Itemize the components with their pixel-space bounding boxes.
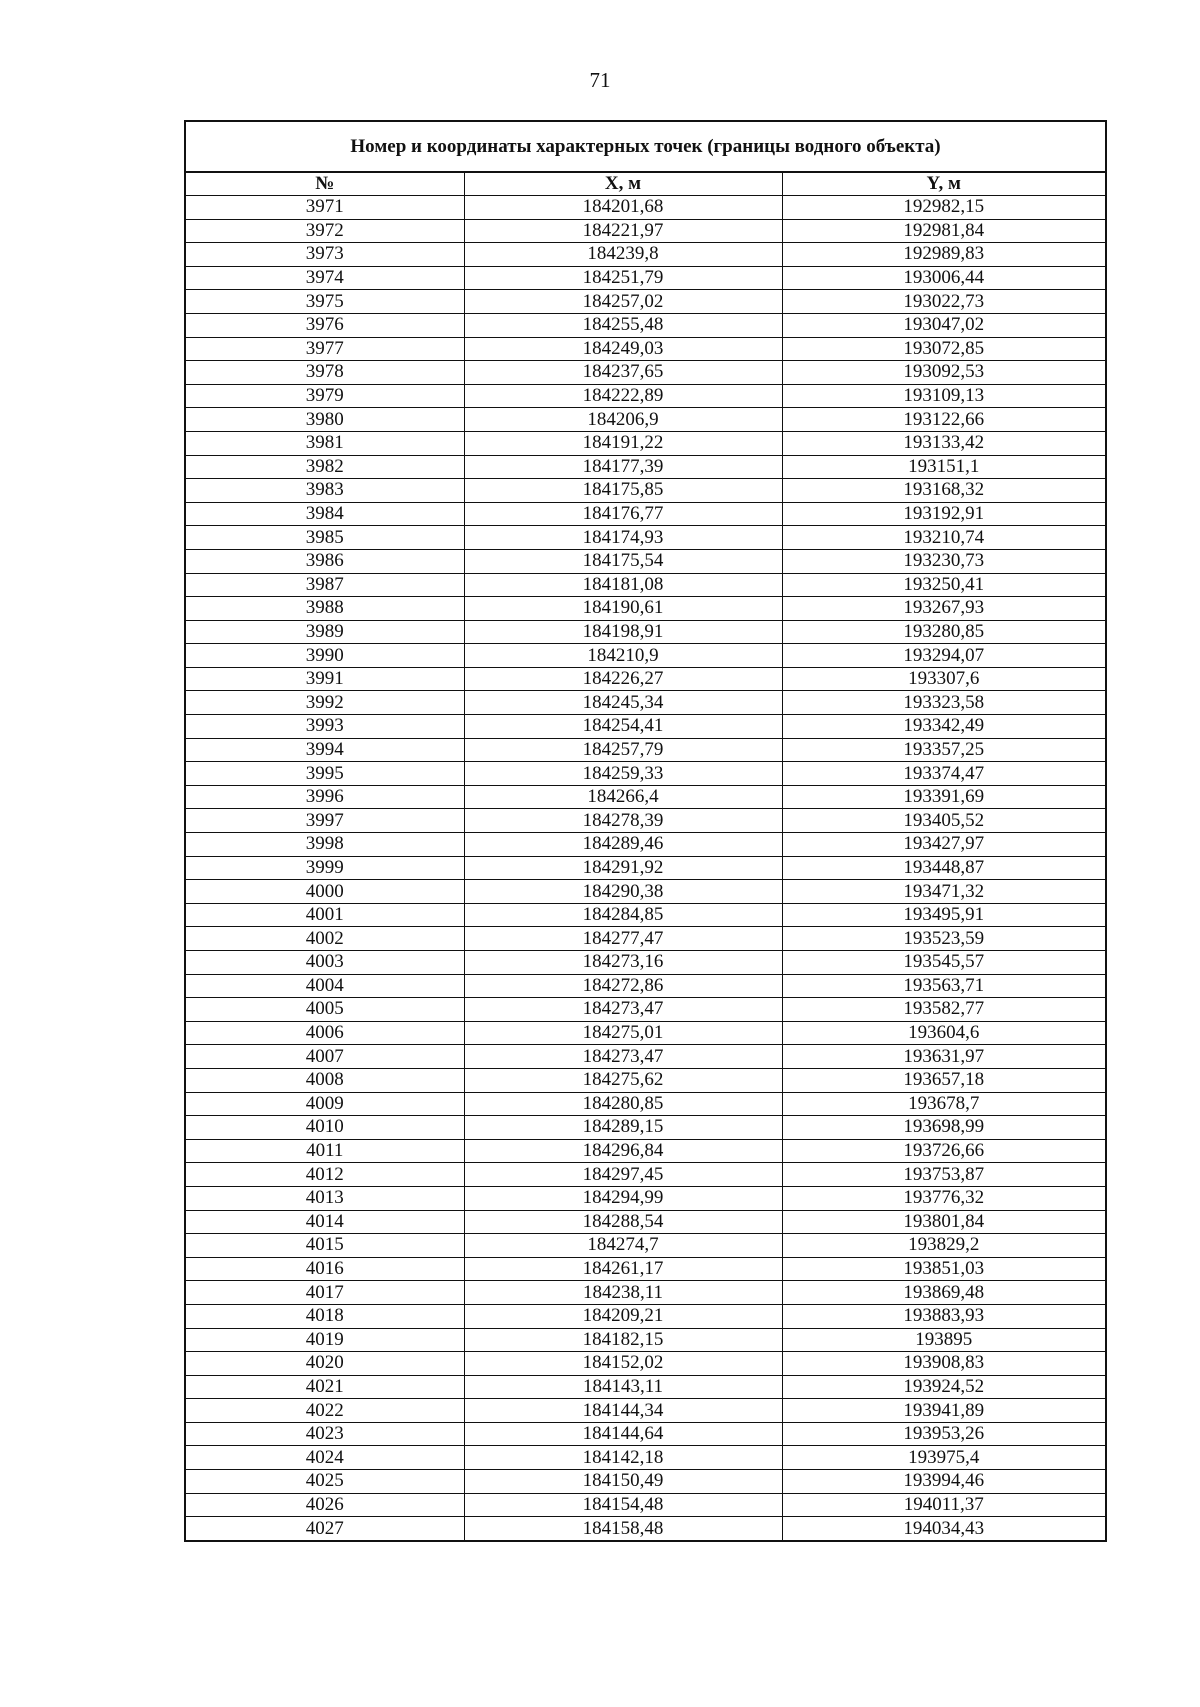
cell-x: 184198,91 xyxy=(464,620,782,644)
cell-y: 193072,85 xyxy=(782,337,1106,361)
cell-number: 4005 xyxy=(185,998,464,1022)
cell-x: 184273,16 xyxy=(464,951,782,975)
table-row xyxy=(185,290,1106,314)
cell-x: 184182,15 xyxy=(464,1328,782,1352)
table-row xyxy=(185,1281,1106,1305)
cell-x: 184257,79 xyxy=(464,738,782,762)
cell-y: 193678,7 xyxy=(782,1092,1106,1116)
cell-number: 4027 xyxy=(185,1517,464,1541)
table-row xyxy=(185,1470,1106,1494)
cell-y: 193604,6 xyxy=(782,1021,1106,1045)
cell-y: 193250,41 xyxy=(782,573,1106,597)
table-title: Номер и координаты характерных точек (границы водного объекта) xyxy=(185,121,1106,172)
cell-number: 3997 xyxy=(185,809,464,833)
table-row xyxy=(185,1045,1106,1069)
cell-y: 193851,03 xyxy=(782,1257,1106,1281)
table-row xyxy=(185,266,1106,290)
cell-x: 184144,64 xyxy=(464,1422,782,1446)
cell-number: 4021 xyxy=(185,1375,464,1399)
cell-number: 3996 xyxy=(185,785,464,809)
cell-x: 184239,8 xyxy=(464,243,782,267)
cell-number: 3998 xyxy=(185,833,464,857)
table-row xyxy=(185,1021,1106,1045)
header-y: Y, м xyxy=(782,172,1106,196)
page-number: 71 xyxy=(589,68,611,92)
cell-y: 193726,66 xyxy=(782,1139,1106,1163)
cell-y: 193924,52 xyxy=(782,1375,1106,1399)
cell-y: 193869,48 xyxy=(782,1281,1106,1305)
cell-number: 3994 xyxy=(185,738,464,762)
cell-x: 184226,27 xyxy=(464,667,782,691)
cell-number: 4013 xyxy=(185,1186,464,1210)
cell-number: 4015 xyxy=(185,1234,464,1258)
cell-y: 193047,02 xyxy=(782,313,1106,337)
table-row xyxy=(185,1210,1106,1234)
cell-x: 184255,48 xyxy=(464,313,782,337)
cell-number: 4007 xyxy=(185,1045,464,1069)
cell-number: 4020 xyxy=(185,1352,464,1376)
table-row xyxy=(185,809,1106,833)
cell-x: 184144,34 xyxy=(464,1399,782,1423)
cell-y: 192981,84 xyxy=(782,219,1106,243)
cell-x: 184181,08 xyxy=(464,573,782,597)
table-row xyxy=(185,408,1106,432)
table-row xyxy=(185,1493,1106,1517)
cell-x: 184251,79 xyxy=(464,266,782,290)
cell-y: 193109,13 xyxy=(782,384,1106,408)
cell-number: 3989 xyxy=(185,620,464,644)
table-row xyxy=(185,1116,1106,1140)
table-row xyxy=(185,1422,1106,1446)
cell-x: 184257,02 xyxy=(464,290,782,314)
cell-number: 3976 xyxy=(185,313,464,337)
table-row xyxy=(185,974,1106,998)
cell-y: 193294,07 xyxy=(782,644,1106,668)
cell-y: 193495,91 xyxy=(782,903,1106,927)
cell-y: 193941,89 xyxy=(782,1399,1106,1423)
cell-x: 184154,48 xyxy=(464,1493,782,1517)
cell-number: 3973 xyxy=(185,243,464,267)
cell-x: 184284,85 xyxy=(464,903,782,927)
cell-y: 193427,97 xyxy=(782,833,1106,857)
table-row xyxy=(185,738,1106,762)
cell-number: 4003 xyxy=(185,951,464,975)
table-row xyxy=(185,455,1106,479)
table-row xyxy=(185,243,1106,267)
cell-y: 193391,69 xyxy=(782,785,1106,809)
cell-y: 193523,59 xyxy=(782,927,1106,951)
cell-number: 3981 xyxy=(185,431,464,455)
table-row xyxy=(185,620,1106,644)
cell-number: 4016 xyxy=(185,1257,464,1281)
table-title-row xyxy=(185,121,1106,172)
cell-y: 193133,42 xyxy=(782,431,1106,455)
table-row xyxy=(185,951,1106,975)
cell-number: 4012 xyxy=(185,1163,464,1187)
cell-y: 193895 xyxy=(782,1328,1106,1352)
table-row xyxy=(185,1446,1106,1470)
cell-x: 184152,02 xyxy=(464,1352,782,1376)
table-row xyxy=(185,1352,1106,1376)
cell-x: 184296,84 xyxy=(464,1139,782,1163)
cell-x: 184261,17 xyxy=(464,1257,782,1281)
cell-y: 193545,57 xyxy=(782,951,1106,975)
cell-y: 193006,44 xyxy=(782,266,1106,290)
cell-y: 193631,97 xyxy=(782,1045,1106,1069)
table-row xyxy=(185,1304,1106,1328)
cell-x: 184245,34 xyxy=(464,691,782,715)
cell-number: 4018 xyxy=(185,1304,464,1328)
cell-y: 193908,83 xyxy=(782,1352,1106,1376)
cell-number: 3990 xyxy=(185,644,464,668)
table-row xyxy=(185,762,1106,786)
cell-number: 3995 xyxy=(185,762,464,786)
cell-y: 193323,58 xyxy=(782,691,1106,715)
cell-number: 3985 xyxy=(185,526,464,550)
table-row xyxy=(185,998,1106,1022)
cell-x: 184191,22 xyxy=(464,431,782,455)
cell-y: 194011,37 xyxy=(782,1493,1106,1517)
header-number: № xyxy=(185,172,464,196)
cell-x: 184275,62 xyxy=(464,1068,782,1092)
cell-number: 3987 xyxy=(185,573,464,597)
table-row xyxy=(185,1139,1106,1163)
table-row xyxy=(185,196,1106,220)
cell-x: 184275,01 xyxy=(464,1021,782,1045)
table-row xyxy=(185,1163,1106,1187)
table-row xyxy=(185,361,1106,385)
table-row xyxy=(185,927,1106,951)
cell-number: 3974 xyxy=(185,266,464,290)
cell-number: 3999 xyxy=(185,856,464,880)
cell-number: 4019 xyxy=(185,1328,464,1352)
cell-y: 193753,87 xyxy=(782,1163,1106,1187)
cell-x: 184249,03 xyxy=(464,337,782,361)
cell-y: 193448,87 xyxy=(782,856,1106,880)
cell-x: 184175,54 xyxy=(464,549,782,573)
cell-x: 184280,85 xyxy=(464,1092,782,1116)
cell-number: 4006 xyxy=(185,1021,464,1045)
cell-x: 184210,9 xyxy=(464,644,782,668)
cell-number: 3977 xyxy=(185,337,464,361)
table-row xyxy=(185,903,1106,927)
cell-y: 193953,26 xyxy=(782,1422,1106,1446)
cell-x: 184273,47 xyxy=(464,998,782,1022)
table-row xyxy=(185,573,1106,597)
cell-number: 4010 xyxy=(185,1116,464,1140)
table-header-row xyxy=(185,172,1106,196)
table-row xyxy=(185,1068,1106,1092)
cell-number: 4023 xyxy=(185,1422,464,1446)
cell-x: 184277,47 xyxy=(464,927,782,951)
cell-number: 4000 xyxy=(185,880,464,904)
table-body xyxy=(185,196,1106,1541)
table-row xyxy=(185,785,1106,809)
cell-x: 184254,41 xyxy=(464,715,782,739)
table-row xyxy=(185,1186,1106,1210)
cell-number: 4008 xyxy=(185,1068,464,1092)
table-row xyxy=(185,526,1106,550)
cell-y: 193210,74 xyxy=(782,526,1106,550)
cell-y: 193092,53 xyxy=(782,361,1106,385)
cell-y: 193267,93 xyxy=(782,597,1106,621)
cell-number: 3986 xyxy=(185,549,464,573)
table-row xyxy=(185,384,1106,408)
table-row xyxy=(185,880,1106,904)
table-row xyxy=(185,667,1106,691)
cell-x: 184294,99 xyxy=(464,1186,782,1210)
cell-x: 184274,7 xyxy=(464,1234,782,1258)
cell-x: 184221,97 xyxy=(464,219,782,243)
cell-y: 194034,43 xyxy=(782,1517,1106,1541)
cell-x: 184201,68 xyxy=(464,196,782,220)
cell-number: 3993 xyxy=(185,715,464,739)
table-row xyxy=(185,1517,1106,1541)
cell-x: 184150,49 xyxy=(464,1470,782,1494)
cell-y: 193563,71 xyxy=(782,974,1106,998)
cell-y: 193280,85 xyxy=(782,620,1106,644)
cell-number: 3975 xyxy=(185,290,464,314)
table-row xyxy=(185,1257,1106,1281)
cell-y: 193994,46 xyxy=(782,1470,1106,1494)
table-row xyxy=(185,644,1106,668)
cell-x: 184222,89 xyxy=(464,384,782,408)
cell-y: 193230,73 xyxy=(782,549,1106,573)
cell-x: 184278,39 xyxy=(464,809,782,833)
table-row xyxy=(185,219,1106,243)
cell-y: 193168,32 xyxy=(782,479,1106,503)
table-row xyxy=(185,431,1106,455)
cell-x: 184237,65 xyxy=(464,361,782,385)
cell-x: 184272,86 xyxy=(464,974,782,998)
table-row xyxy=(185,313,1106,337)
cell-x: 184266,4 xyxy=(464,785,782,809)
cell-number: 4001 xyxy=(185,903,464,927)
cell-y: 193776,32 xyxy=(782,1186,1106,1210)
cell-number: 4004 xyxy=(185,974,464,998)
cell-y: 193582,77 xyxy=(782,998,1106,1022)
cell-y: 193374,47 xyxy=(782,762,1106,786)
coordinates-table xyxy=(184,120,1107,1542)
cell-x: 184288,54 xyxy=(464,1210,782,1234)
cell-number: 4002 xyxy=(185,927,464,951)
cell-y: 193801,84 xyxy=(782,1210,1106,1234)
cell-number: 4026 xyxy=(185,1493,464,1517)
table-row xyxy=(185,479,1106,503)
cell-y: 193307,6 xyxy=(782,667,1106,691)
cell-number: 3982 xyxy=(185,455,464,479)
cell-y: 192982,15 xyxy=(782,196,1106,220)
table-row xyxy=(185,715,1106,739)
cell-y: 192989,83 xyxy=(782,243,1106,267)
cell-x: 184291,92 xyxy=(464,856,782,880)
cell-x: 184259,33 xyxy=(464,762,782,786)
cell-x: 184190,61 xyxy=(464,597,782,621)
cell-x: 184158,48 xyxy=(464,1517,782,1541)
cell-y: 193151,1 xyxy=(782,455,1106,479)
cell-y: 193975,4 xyxy=(782,1446,1106,1470)
cell-number: 4014 xyxy=(185,1210,464,1234)
table-row xyxy=(185,1092,1106,1116)
cell-y: 193022,73 xyxy=(782,290,1106,314)
cell-y: 193405,52 xyxy=(782,809,1106,833)
table-row xyxy=(185,502,1106,526)
table-row xyxy=(185,597,1106,621)
table-row xyxy=(185,691,1106,715)
cell-number: 3980 xyxy=(185,408,464,432)
cell-y: 193657,18 xyxy=(782,1068,1106,1092)
cell-x: 184273,47 xyxy=(464,1045,782,1069)
cell-x: 184177,39 xyxy=(464,455,782,479)
cell-number: 3971 xyxy=(185,196,464,220)
cell-x: 184142,18 xyxy=(464,1446,782,1470)
table-row xyxy=(185,1375,1106,1399)
cell-x: 184176,77 xyxy=(464,502,782,526)
table-row xyxy=(185,856,1106,880)
cell-x: 184206,9 xyxy=(464,408,782,432)
cell-y: 193192,91 xyxy=(782,502,1106,526)
cell-number: 4024 xyxy=(185,1446,464,1470)
cell-number: 4017 xyxy=(185,1281,464,1305)
table-row xyxy=(185,1399,1106,1423)
table-row xyxy=(185,549,1106,573)
cell-y: 193883,93 xyxy=(782,1304,1106,1328)
table-row xyxy=(185,1234,1106,1258)
cell-x: 184174,93 xyxy=(464,526,782,550)
cell-x: 184175,85 xyxy=(464,479,782,503)
cell-y: 193829,2 xyxy=(782,1234,1106,1258)
cell-y: 193342,49 xyxy=(782,715,1106,739)
cell-number: 3978 xyxy=(185,361,464,385)
cell-x: 184238,11 xyxy=(464,1281,782,1305)
cell-number: 3983 xyxy=(185,479,464,503)
cell-y: 193122,66 xyxy=(782,408,1106,432)
cell-number: 4025 xyxy=(185,1470,464,1494)
cell-x: 184297,45 xyxy=(464,1163,782,1187)
cell-number: 3988 xyxy=(185,597,464,621)
cell-x: 184289,15 xyxy=(464,1116,782,1140)
cell-number: 3972 xyxy=(185,219,464,243)
cell-number: 4009 xyxy=(185,1092,464,1116)
cell-x: 184209,21 xyxy=(464,1304,782,1328)
cell-x: 184289,46 xyxy=(464,833,782,857)
cell-number: 3984 xyxy=(185,502,464,526)
cell-number: 3991 xyxy=(185,667,464,691)
cell-x: 184143,11 xyxy=(464,1375,782,1399)
cell-number: 3979 xyxy=(185,384,464,408)
header-x: X, м xyxy=(464,172,782,196)
table-row xyxy=(185,337,1106,361)
cell-y: 193357,25 xyxy=(782,738,1106,762)
cell-y: 193698,99 xyxy=(782,1116,1106,1140)
cell-number: 3992 xyxy=(185,691,464,715)
cell-y: 193471,32 xyxy=(782,880,1106,904)
table-row xyxy=(185,833,1106,857)
cell-x: 184290,38 xyxy=(464,880,782,904)
cell-number: 4011 xyxy=(185,1139,464,1163)
cell-number: 4022 xyxy=(185,1399,464,1423)
table-row xyxy=(185,1328,1106,1352)
